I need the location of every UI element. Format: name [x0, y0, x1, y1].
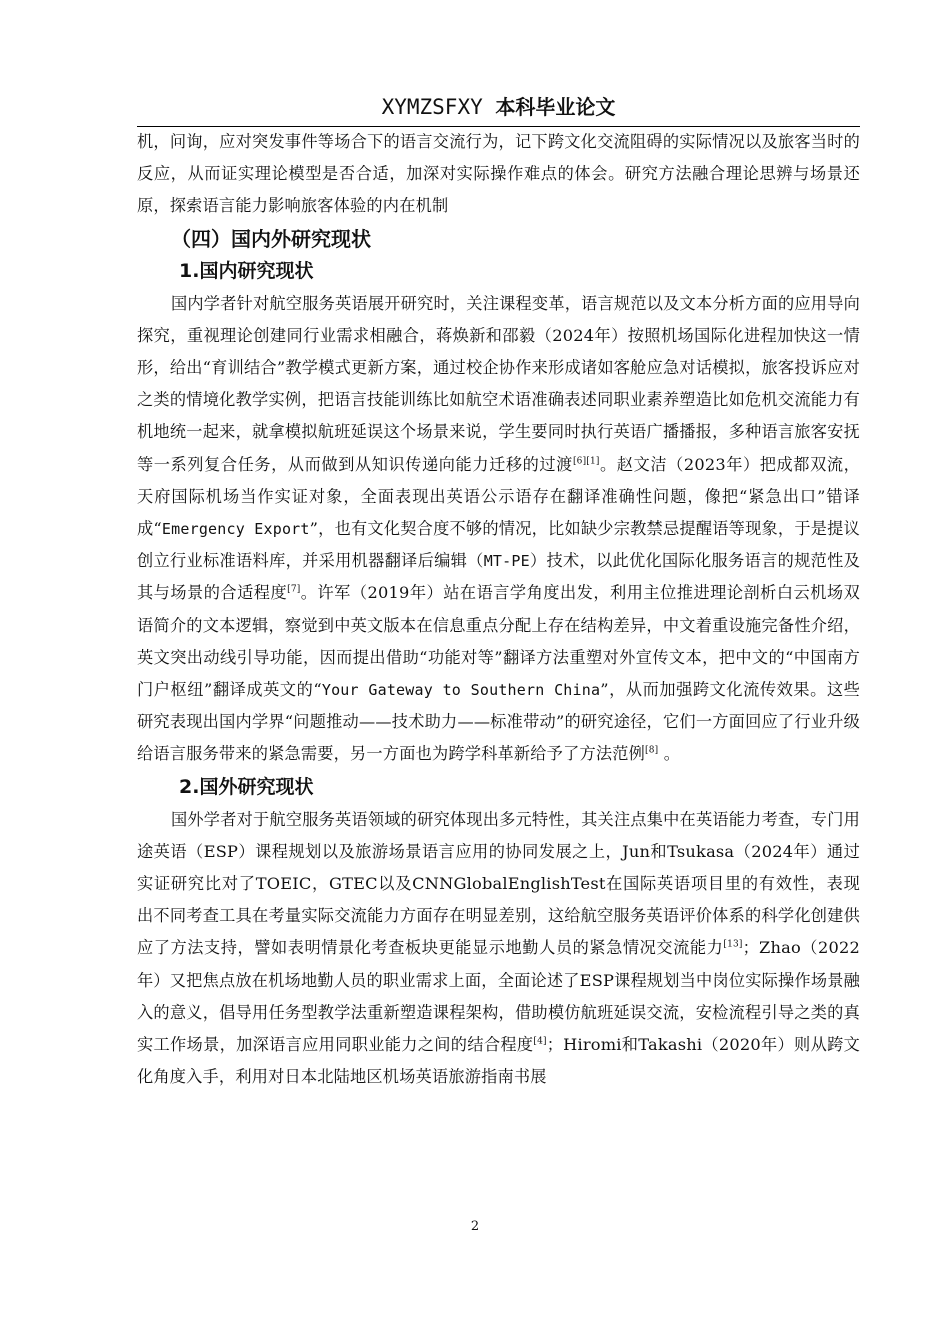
page-header: [137, 92, 860, 127]
domestic-research-paragraph: [137, 288, 860, 771]
citation: [1]: [586, 456, 600, 467]
section-heading: （四）国内外研究现状: [171, 226, 371, 251]
text-run: ）技术，以此优化国际化服务语言的规范性及其与场景的合适程度: [137, 551, 861, 603]
page-body: [137, 126, 860, 1093]
english-term: Emergency Export: [161, 520, 310, 539]
page-number: 2: [470, 1219, 480, 1234]
text-run: 国内学者针对航空服务英语展开研究时，关注课程变革，语言规范以及文本分析方面的应用导向探究，重视理论创建同行业需求相融合，蒋焕新和邵毅（2024年）按照机场国际化进程加快这一情形，给出“育训结合”教学模式更新方案，通过校企协作来形成诸如客舱应急对话模拟，旅客投诉应对之类的情境化教学实例，把语言技能训练比如航空术语准确表述同职业素养塑造比如危机交流能力有机地统一起来，就拿模拟航班延误这个场景来说，学生要同时执行英语广播播报，多种语言旅客安抚等一系列复合任务，从而做到从知识传递向能力迁移的过渡: [137, 293, 860, 474]
foreign-research-paragraph: [137, 804, 860, 1094]
citation: [13]: [723, 940, 743, 951]
text-run: ；Hiromi和Takashi（2020年）则从跨文化角度入手，利用对日本北陆地区机场英语旅游指南书展: [137, 1035, 860, 1087]
text-run: 。赵文洁（2023年）把成都双流，天府国际机场当作实证对象，全面表现出英语公示语存在翻译准确性问题，像把“紧急出口”错译成“: [137, 454, 860, 539]
text-run: ”，从而加强跨文化流传效果。这些研究表现出国内学界“问题推动——技术助力——标准带动”的研究途径，它们一方面回应了行业升级给语言服务带来的紧急需要，另一方面也为跨学科革新给予了方法范例: [137, 680, 860, 764]
text-run: ；Zhao（2022年）又把焦点放在机场地勤人员的职业需求上面，全面论述了ESP课程规划当中岗位实际操作场景融入的意义，倡导用任务型教学法重新塑造课程架构，借助模仿航班延误交流，安检流程引导之类的真实工作场景，加深语言应用同职业能力之间的结合程度: [137, 938, 861, 1055]
subsection-heading-domestic: 1.国内研究现状: [179, 259, 314, 282]
english-term: Your Gateway to Southern China: [321, 681, 601, 700]
citation: [8]: [645, 746, 659, 757]
citation: [7]: [287, 585, 301, 596]
intro-paragraph: 机，问询，应对突发事件等场合下的语言交流行为，记下跨文化交流阻碍的实际情况以及旅客当时的反应，从而证实理论模型是否合适，加深对实际操作难点的体会。研究方法融合理论思辨与场景还原，探索语言能力影响旅客体验的内在机制: [137, 132, 860, 216]
citation: [6]: [572, 456, 587, 467]
text-run: 国外学者对于航空服务英语领域的研究体现出多元特性，其关注点集中在英语能力考查，专门用途英语（ESP）课程规划以及旅游场景语言应用的协同发展之上，Jun和Tsukasa（2024年）通过实证研究比对了TOEIC，GTEC以及CNNGlobalEnglishTest在国际英语项目里的有效性，表现出不同考查工具在考量实际交流能力方面存在明显差别，这给航空服务英语评价体系的科学化创建供应了方法支持，譬如表明情景化考查板块更能显示地勤人员的紧急情况交流能力: [137, 809, 860, 958]
text-run: 。许军（2019年）站在语言学角度出发，利用主位推进理论剖析白云机场双语简介的文本逻辑，察觉到中英文版本在信息重点分配上存在结构差异，中文着重设施完备性介绍，英文突出动线引导功能，因而提出借助“功能对等”翻译方法重塑对外宣传文本，把中文的“中国南方门户枢纽”翻译成英文的“: [137, 583, 860, 700]
subsection-heading-foreign: 2.国外研究现状: [179, 775, 314, 798]
text-run: ”，也有文化契合度不够的情况，比如缺少宗教禁忌提醒语等现象，于是提议创立行业标准语料库，并采用机器翻译后编辑（: [137, 519, 860, 571]
header-title: 本科毕业论文: [495, 95, 616, 119]
english-term: MT-PE: [483, 552, 530, 571]
text-run: 。: [658, 744, 681, 764]
citation: [4]: [533, 1036, 547, 1047]
header-latin: XYMZSFXY: [381, 95, 483, 119]
